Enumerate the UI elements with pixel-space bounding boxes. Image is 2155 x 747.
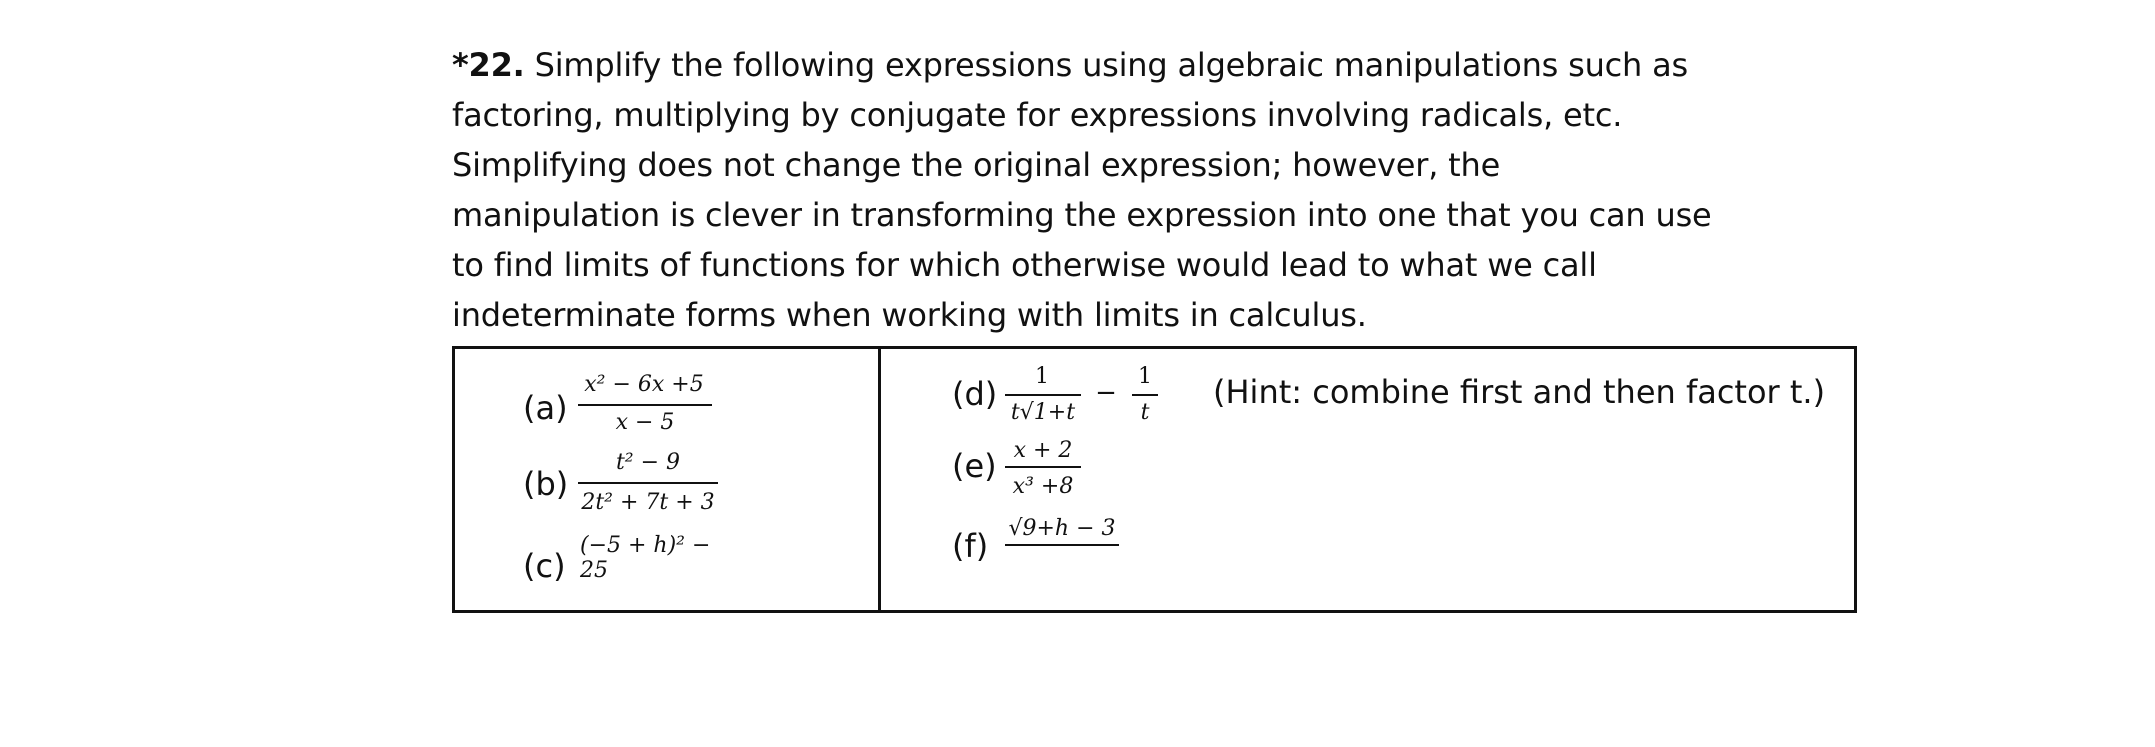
part-e-numerator: x + 2 xyxy=(1013,438,1073,463)
part-d-frac2-bar xyxy=(1132,394,1158,396)
table-divider xyxy=(878,346,881,613)
problem-number: *22. xyxy=(452,46,525,84)
part-a-denominator: x − 5 xyxy=(615,410,675,435)
part-f-numerator: √9+h − 3 xyxy=(1008,516,1116,541)
part-d-frac1-denominator: t√1+t xyxy=(1010,400,1076,425)
problem-text: Simplify the following expressions using algebraic manipulations such as factoring, multiplying by conjugate for expressions involving radicals, etc. Simplifying does not change the original expression; however, the manipulation is clever in transforming the expression into one that you can use to find limits of functions for which otherwise would lead to what we call indeterminate forms when working with limits in calculus. xyxy=(452,46,1712,334)
part-d-minus: − xyxy=(1095,378,1117,408)
part-c-label: (c) xyxy=(523,547,566,585)
part-e-fraction-bar xyxy=(1005,466,1081,468)
part-f-fraction-bar xyxy=(1005,544,1119,546)
part-f-label: (f) xyxy=(952,527,989,565)
part-d-frac1-bar xyxy=(1005,394,1081,396)
part-d-label: (d) xyxy=(952,375,998,413)
problem-statement xyxy=(452,40,1712,340)
part-d-frac2-denominator: t xyxy=(1140,400,1150,425)
part-d-frac2-numerator: 1 xyxy=(1138,364,1152,389)
part-c-numerator: (−5 + h)² − 25 xyxy=(580,533,711,583)
part-d-hint: (Hint: combine first and then factor t.) xyxy=(1213,373,1826,411)
part-b-denominator: 2t² + 7t + 3 xyxy=(581,490,715,515)
part-b-fraction-bar xyxy=(578,482,718,484)
part-a-fraction-bar xyxy=(578,404,712,406)
part-b-numerator: t² − 9 xyxy=(615,450,681,475)
part-a-label: (a) xyxy=(523,389,568,427)
part-c-clipped-expression xyxy=(580,530,740,583)
part-b-label: (b) xyxy=(523,465,569,503)
part-a-numerator: x² − 6x +5 xyxy=(584,372,704,397)
part-e-denominator: x³ +8 xyxy=(1012,474,1074,499)
part-d-frac1-numerator: 1 xyxy=(1035,364,1049,389)
part-e-label: (e) xyxy=(952,447,997,485)
